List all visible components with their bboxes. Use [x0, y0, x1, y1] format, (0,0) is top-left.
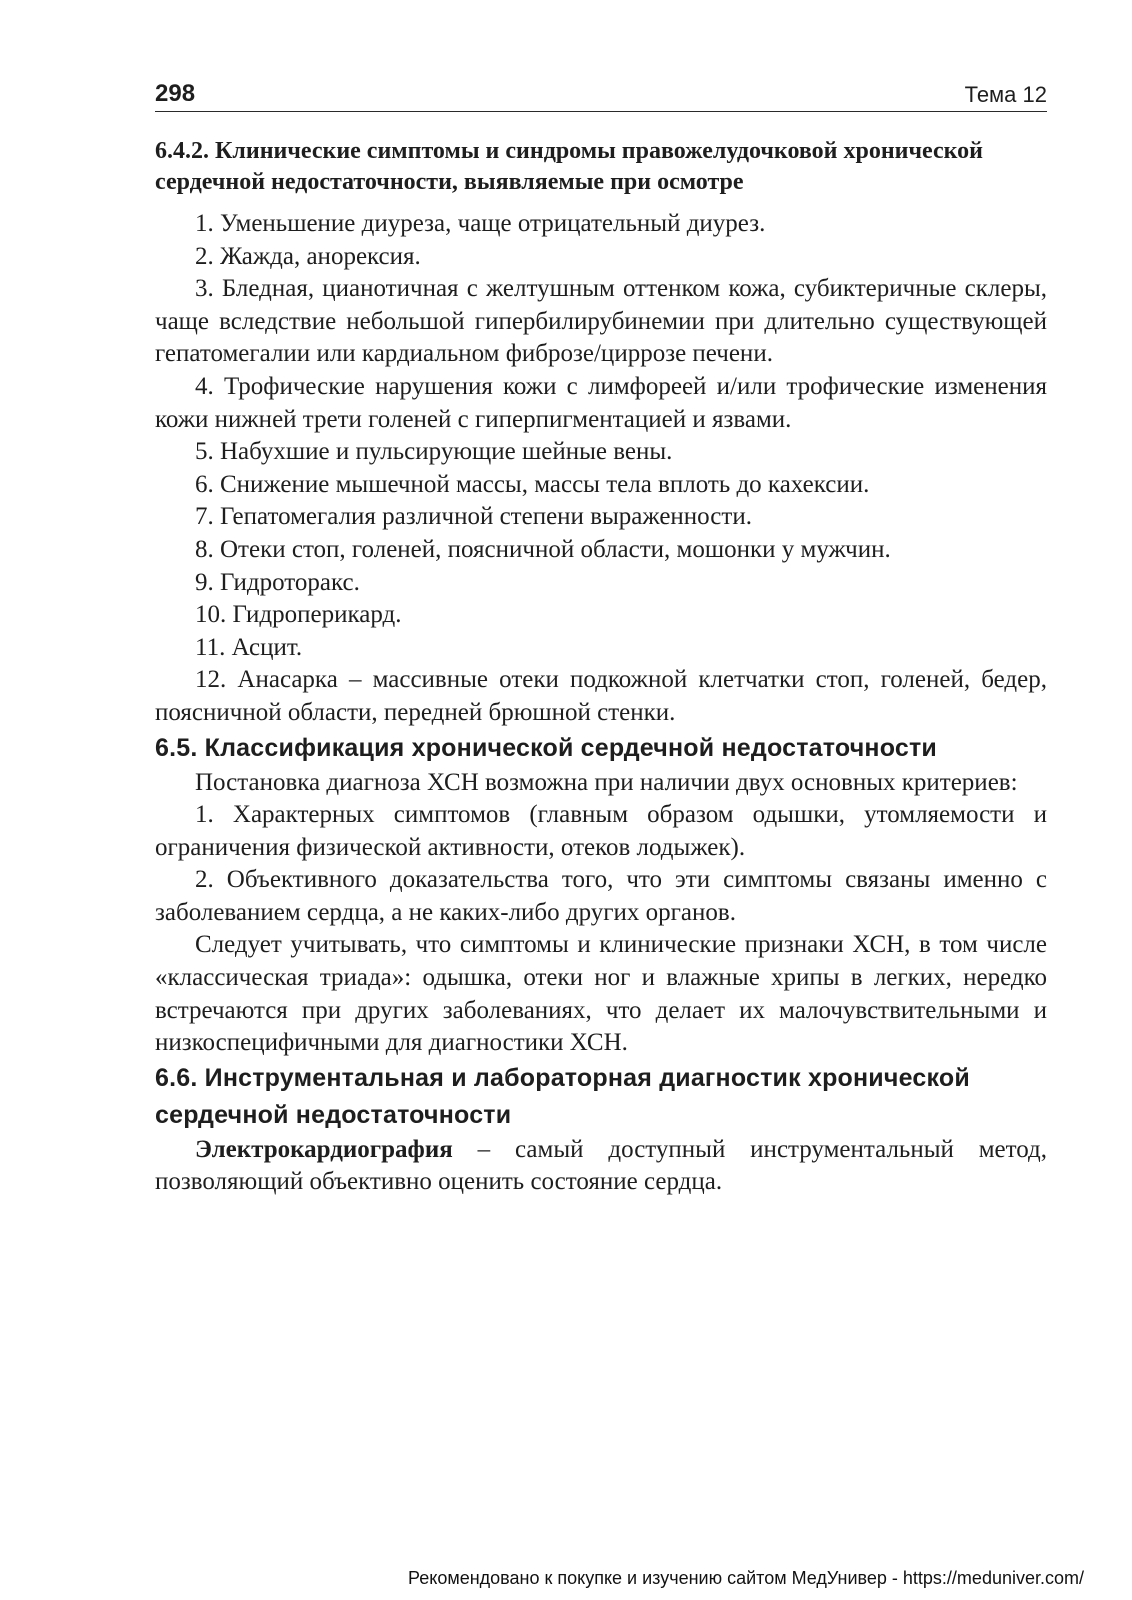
list-item: 12. Анасарка – массивные отеки подкожной клетчатки стоп, голеней, бедер, поясничной области, передней брюшной стенки. [155, 666, 1047, 726]
list-item: 5. Набухшие и пульсирующие шейные вены. [195, 438, 673, 466]
list-item: 2. Жажда, анорексия. [195, 242, 421, 270]
list-item: 6. Снижение мышечной массы, массы тела вплоть до кахексии. [195, 470, 870, 498]
list-item: 9. Гидроторакс. [195, 568, 360, 596]
paragraph: 1. Характерных симптомов (главным образом одышки, утомляемости и ограничения физической активности, отеков лодыжек). [155, 801, 1047, 861]
section-6-5-title: 6.5. Классификация хронической сердечной недостаточности [155, 733, 937, 762]
list-item: 10. Гидроперикард. [195, 601, 402, 629]
paragraph: 2. Объективного доказательства того, что эти симптомы связаны именно с заболеванием сердца, а не каких-либо других органов. [155, 866, 1047, 926]
section-6-6-body [155, 1134, 1047, 1199]
running-topic: Тема 12 [964, 82, 1047, 107]
recommendation-footer: Рекомендовано к покупке и изучению сайтом МедУнивер - https://meduniver.com/ [408, 1568, 1084, 1588]
list-item: 11. Асцит. [195, 633, 303, 661]
running-header [155, 72, 1047, 112]
page-number: 298 [155, 80, 196, 107]
symptom-list [155, 208, 1047, 730]
section-6-5-body [155, 767, 1047, 1060]
paragraph [155, 1134, 1047, 1199]
list-item: 3. Бледная, цианотичная с желтушным оттенком кожа, субиктеричные склеры, чаще вследствие небольшой гипербилирубинемии при длительно существующей гепатомегалии или кардиальном фиброзе/циррозе печени. [155, 275, 1047, 368]
ecg-description: – самый доступный инструментальный метод, позволяющий объективно оценить состояние сердца. [155, 1135, 1047, 1196]
list-item: 1. Уменьшение диуреза, чаще отрицательный диурез. [195, 210, 766, 237]
paragraph: Следует учитывать, что симптомы и клинические признаки ХСН, в том числе «классическая триада»: одышка, отеки ног и влажные хрипы в легких, нередко встречаются при других заболеваниях, что делает их малочувствительными и низкоспецифичными для диагностики ХСН. [155, 931, 1047, 1057]
book-page [155, 72, 1047, 1199]
list-item: 8. Отеки стоп, голеней, поясничной области, мошонки у мужчин. [195, 535, 891, 563]
section-6-6-title: 6.6. Инструментальная и лабораторная диагностик хронической сердечной недостаточности [155, 1063, 970, 1129]
list-item: 4. Трофические нарушения кожи с лимфореей и/или трофические изменения кожи нижней трети голеней с гиперпигментацией и язвами. [155, 372, 1047, 433]
list-item: 7. Гепатомегалия различной степени выраженности. [195, 503, 752, 531]
ecg-term: Электрокардиография [195, 1135, 453, 1163]
paragraph: Постановка диагноза ХСН возможна при наличии двух основных критериев: [195, 768, 1018, 796]
section-6-4-2-title: 6.4.2. Клинические симптомы и синдромы правожелудочковой хронической сердечной недостаточности, выявляемые при осмотре [155, 138, 983, 195]
